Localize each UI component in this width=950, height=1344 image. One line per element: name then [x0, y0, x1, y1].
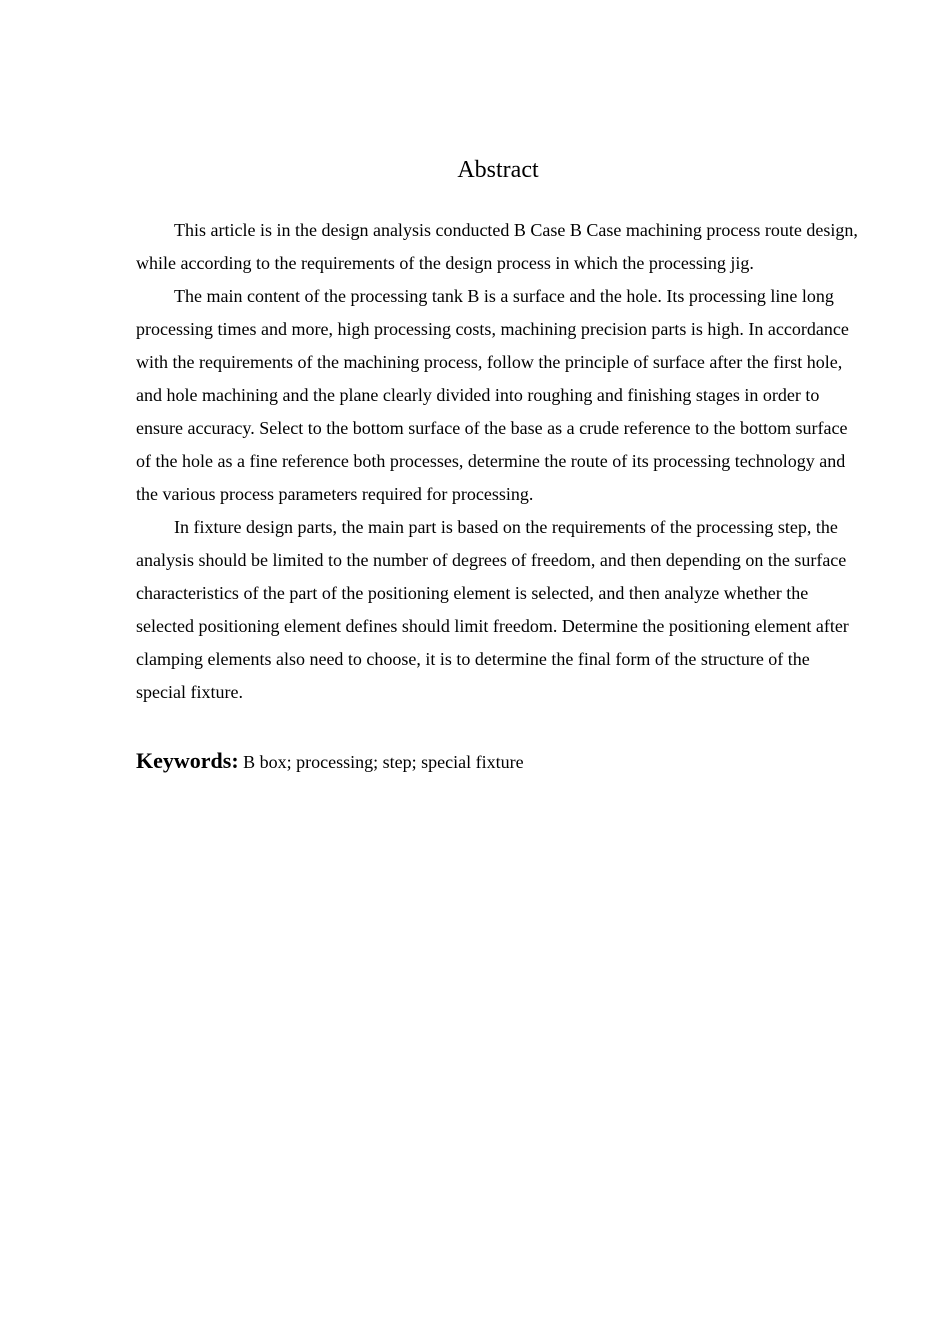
abstract-paragraph-3: In fixture design parts, the main part is based on the requirements of the processing step, the analysis should be limited to the number of degrees of freedom, and then depending on the surface characteristics of the part of the positioning element is selected, and then analyze whether the selected positioning element defines should limit freedom. Determine the positioning element after clamping elements also need to choose, it is to determine the final form of the structure of the special fixture.: [136, 517, 849, 702]
abstract-paragraph-2: The main content of the processing tank B is a surface and the hole. Its processing line long processing times and more, high processing costs, machining precision parts is high. In accordance with the requirements of the machining process, follow the principle of surface after the first hole, and hole machining and the plane clearly divided into roughing and finishing stages in order to ensure accuracy. Select to the bottom surface of the base as a crude reference to the bottom surface of the hole as a fine reference both processes, determine the route of its processing technology and the various process parameters required for processing.: [136, 286, 849, 504]
abstract-title: Abstract: [457, 157, 539, 183]
keywords-value: B box; processing; step; special fixture: [243, 752, 524, 772]
keywords-line: [136, 744, 860, 779]
keywords-label: Keywords:: [136, 748, 239, 773]
abstract-body: [136, 214, 860, 709]
abstract-paragraph-1: This article is in the design analysis conducted B Case B Case machining process route design, while according to the requirements of the design process in which the processing jig.: [136, 220, 858, 273]
